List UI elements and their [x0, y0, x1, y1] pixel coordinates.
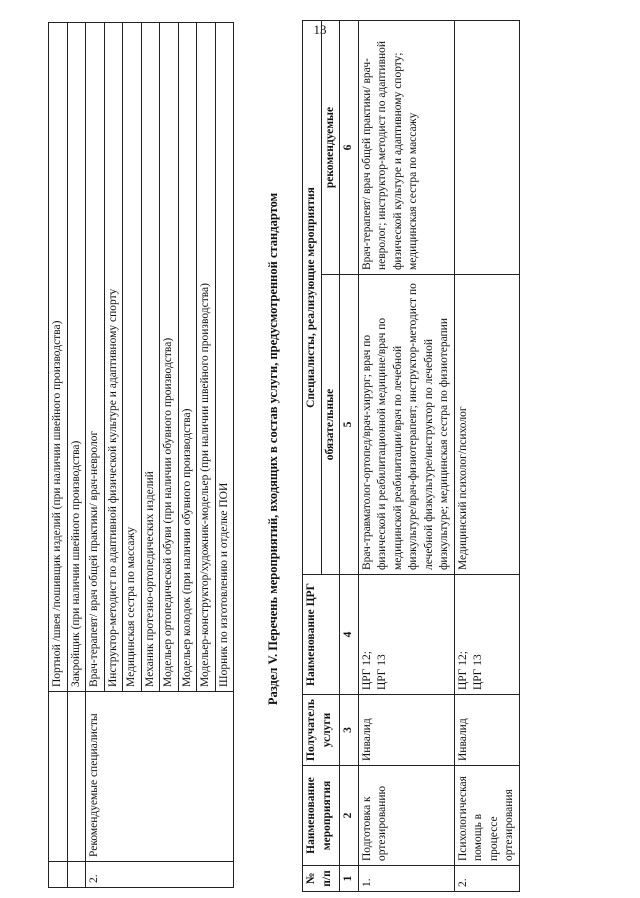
- table-row: [67, 23, 86, 888]
- table-row: [49, 23, 68, 888]
- column-number: 5: [340, 275, 359, 575]
- table-row: [454, 21, 519, 892]
- column-number: 1: [340, 866, 359, 892]
- table-row: [86, 23, 105, 888]
- table-row: [358, 21, 454, 892]
- header-crg: Наименование ЦРГ: [303, 575, 340, 695]
- column-number-row: [340, 21, 359, 892]
- group-label: Рекомендуемые специалисты: [86, 692, 234, 862]
- activities-table: [302, 20, 520, 892]
- group-number: 2.: [86, 862, 234, 888]
- recipient: Инвалид: [454, 695, 519, 766]
- specialist-cell: Врач-терапевт/ врач общей практики/ врач-невролог: [86, 23, 105, 692]
- row-number: 2.: [454, 866, 519, 892]
- column-number: 6: [340, 21, 359, 275]
- section-title: Раздел V. Перечень мероприятий, входящих в состав услуги, предусмотренной стандартом: [266, 192, 280, 706]
- mandatory-specialists: Врач-травматолог-ортопед/врач-хирург; врач по физической и реабилитационной медицине/врач по медицинской реабилитации/врач по лечебной физкультуре/врач-физиотерапевт; инструктор-методист по лечебной физкультуре/инструктор по лечебной физкультуре; медицинская сестра по физиотерапии: [358, 275, 454, 575]
- specialist-cell: Инструктор-методист по адаптивной физической культуре и адаптивному спорту: [104, 23, 123, 692]
- crg: ЦРГ 12; ЦРГ 13: [358, 575, 454, 695]
- specialist-cell: Шорник по изготовлению и отделке ПОИ: [215, 23, 234, 692]
- specialist-cell: Портной /швея /пошивщик изделий (при наличии швейного производства): [49, 23, 68, 692]
- column-number: 3: [340, 695, 359, 766]
- recipient: Инвалид: [358, 695, 454, 766]
- specialists-table: [48, 22, 234, 888]
- specialist-cell: Модельер колодок (при наличии обувного производства): [178, 23, 197, 692]
- mandatory-specialists: Медицинский психолог/психолог: [454, 275, 519, 575]
- specialist-cell: Медицинская сестра по массажу: [123, 23, 142, 692]
- specialist-cell: Модельер-конструктор/художник-модельер (при наличии швейного производства): [197, 23, 216, 692]
- header-recipient: Получатель услуги: [303, 695, 340, 766]
- recommended-specialists: [454, 21, 519, 275]
- page-number: 13: [313, 22, 327, 37]
- specialist-cell: Механик протезно-ортопедических изделий: [141, 23, 160, 692]
- recommended-specialists: Врач-терапевт/ врач общей практики/ врач-невролог; инструктор-методист по адаптивной физической культуре и адаптивному спорту; медицинская сестра по массажу: [358, 21, 454, 275]
- column-number: 2: [340, 766, 359, 866]
- specialist-cell: Модельер ортопедической обуви (при наличии обувного производства): [160, 23, 179, 692]
- header-specialists: Специалисты, реализующие мероприятия: [303, 21, 322, 575]
- crg: ЦРГ 12; ЦРГ 13: [454, 575, 519, 695]
- header-recommended: рекомендуемые: [321, 21, 340, 275]
- table-header-row: [303, 21, 322, 892]
- activity-name: Психологическая помощь в процессе ортезирования: [454, 766, 519, 866]
- header-mandatory: обязательные: [321, 275, 340, 575]
- row-number: 1.: [358, 866, 454, 892]
- header-num: № п/п: [303, 866, 340, 892]
- column-number: 4: [340, 575, 359, 695]
- activity-name: Подготовка к ортезированию: [358, 766, 454, 866]
- header-name: Наименование мероприятия: [303, 766, 340, 866]
- specialist-cell: Закройщик (при наличии швейного производства): [67, 23, 86, 692]
